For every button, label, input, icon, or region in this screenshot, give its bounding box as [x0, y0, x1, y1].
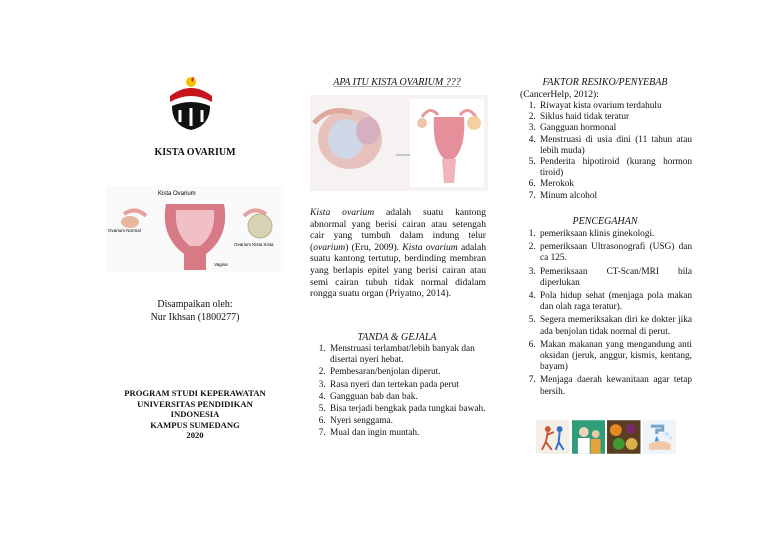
program-line: INDONESIA: [170, 409, 220, 419]
program-line: KAMPUS SUMEDANG: [150, 419, 240, 430]
list-item: 6. Merokok: [538, 179, 692, 190]
list-item: 6. Nyeri senggama.: [328, 416, 486, 427]
list-item: 7. Minum alcohol: [538, 191, 692, 202]
prevention-list: [518, 229, 692, 400]
program-line: 2020: [186, 430, 204, 440]
definition-column: [308, 0, 486, 543]
ovarian-cyst-diagram: [310, 95, 488, 191]
program-line: UNIVERSITAS PENDIDIKAN: [137, 398, 253, 409]
list-item: 1. Riwayat kista ovarium terdahulu: [538, 101, 692, 112]
list-item: 3. Gangguan hormonal: [538, 123, 692, 134]
list-item: 4. Pola hidup sehat (menjaga pola makan dan olah raga teratur).: [538, 291, 692, 313]
leaflet-title: KISTA OVARIUM: [154, 147, 236, 158]
presenter-name: Nur Ikhsan (1800277): [150, 312, 240, 323]
image-label-bottom: Vagina: [214, 262, 228, 267]
ovarian-cyst-illustration: [106, 186, 284, 272]
list-item: 4. Gangguan bab dan bak.: [328, 392, 486, 403]
prevention-images: [536, 420, 676, 454]
institution-block: [100, 388, 290, 441]
list-item: 2. Pembesaran/benjolan diperut.: [328, 367, 486, 378]
signs-list: [308, 344, 486, 441]
list-item: 4. Menstruasi di usia dini (11 tahun atau lebih muda): [538, 135, 692, 157]
presented-label: Disampaikan oleh:: [157, 299, 233, 310]
image-label-left: Ovarium Normal: [108, 228, 141, 233]
list-item: 2. pemeriksaan Ultrasonografi (USG) dan ca 125.: [538, 242, 692, 264]
healthy-food-image: [607, 420, 641, 454]
list-item: 1. pemeriksaan klinis ginekologi.: [538, 229, 692, 240]
list-item: 6. Makan makanan yang mengandung anti oksidan (jeruk, anggur, kismis, kentang, bayam): [538, 340, 692, 374]
university-logo: [166, 76, 216, 132]
signs-heading: TANDA & GEJALA: [357, 332, 437, 343]
list-item: 7. Mual dan ingin muntah.: [328, 428, 486, 439]
hygiene-image: [643, 420, 677, 454]
program-line: PROGRAM STUDI KEPERAWATAN: [124, 388, 266, 398]
risk-source: (CancerHelp, 2012):: [520, 89, 599, 100]
list-item: 5. Bisa terjadi bengkak pada tungkai bawah.: [328, 404, 486, 415]
list-item: 5. Segera memeriksakan diri ke dokter jika ada benjolan tidak normal di perut.: [538, 315, 692, 337]
prevention-heading: PENCEGAHAN: [572, 216, 638, 227]
list-item: 3. Rasa nyeri dan tertekan pada perut: [328, 380, 486, 391]
risk-list: [518, 101, 692, 202]
doctor-checkup-image: [572, 420, 606, 454]
list-item: 3. Pemeriksaan CT-Scan/MRI bila diperlukan: [538, 267, 692, 289]
list-item: 7. Menjaga daerah kewanitaan agar tetap bersih.: [538, 375, 692, 397]
image-label-right: Ovarium Kista Kista: [234, 242, 274, 247]
list-item: 5. Penderita hipotiroid (kurang hormon tiroid): [538, 157, 692, 179]
list-item: 1. Menstruasi terlambat/lebih banyak dan disertai nyeri hebat.: [328, 344, 486, 366]
exercise-image: [536, 420, 570, 454]
cover-column: [100, 0, 290, 543]
list-item: 2. Siklus haid tidak teratur: [538, 112, 692, 123]
image-heading: Kista Ovarium: [158, 191, 196, 197]
presenter-block: [100, 298, 290, 324]
definition-heading: APA ITU KISTA OVARIUM ???: [333, 77, 461, 88]
definition-text: Kista ovarium adalah suatu kantong abnormal yang berisi cairan atau setengah cair yang tumbuh dalam indung telur (ovarium) (Eru, 2009). Kista ovarium adalah suatu kantong tertutup, berdinding membran yang berlapis epitel yang berisi cairan atau semi cairan tubuh tidak normal didalam rongga suatu organ (Priyatno, 2014).: [310, 207, 487, 300]
risk-prevention-column: [518, 0, 692, 543]
risk-heading: FAKTOR RESIKO/PENYEBAB: [542, 77, 668, 88]
